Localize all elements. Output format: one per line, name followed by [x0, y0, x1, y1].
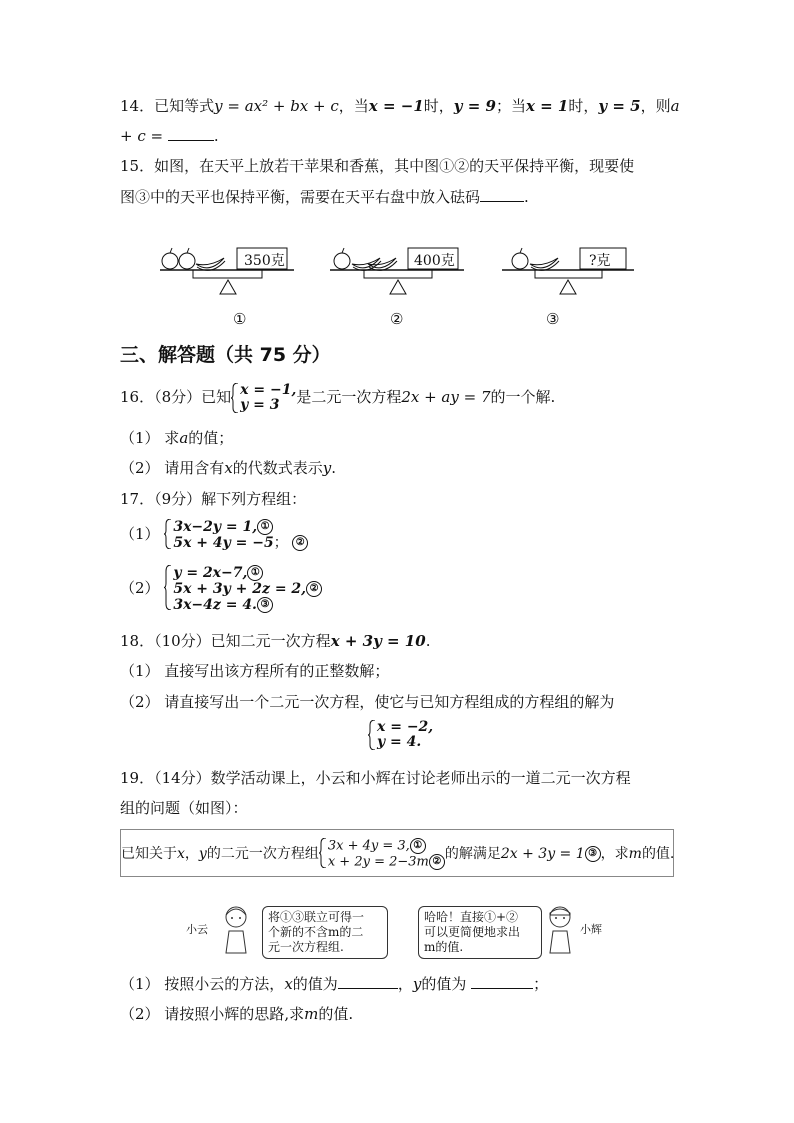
q18-part2: （2） 请直接写出一个二元一次方程，使它与已知方程组成的方程组的解为: [120, 693, 615, 711]
q16-var: x: [224, 459, 233, 477]
q17-system1: [164, 519, 308, 551]
q14-cond-x1: x = −1: [368, 97, 424, 115]
q16-text: 的代数式表示: [232, 459, 323, 477]
bubble-line: 可以更简便地求出: [424, 925, 521, 939]
q16-equation: 2x + ay = 7: [401, 388, 491, 406]
scale-3-weight: ?克: [589, 253, 611, 269]
q18-head: [120, 631, 430, 651]
circled-three: ③: [257, 597, 273, 613]
bubble-xiaohui: [418, 906, 542, 959]
q16-var: y: [322, 459, 332, 477]
q19-text: ，: [397, 975, 413, 993]
q19-part1: [120, 974, 548, 994]
circled-one: ①: [247, 565, 263, 581]
section-title: 三、解答题（共 75 分）: [120, 344, 331, 366]
scale-2-weight: 400克: [414, 253, 455, 269]
circled-three: ③: [585, 846, 601, 862]
q14-line1: [120, 96, 680, 116]
q16-sys-eq1: x = −1,: [240, 382, 297, 398]
circled-one: ①: [257, 519, 273, 535]
name-xiaohui: 小辉: [580, 923, 602, 936]
name-xiaoyun: 小云: [186, 923, 208, 936]
q15-answer-blank[interactable]: [480, 187, 524, 202]
apple-icon: [162, 248, 178, 269]
boy-xiaohui-icon: [542, 903, 578, 955]
circled-one: ①: [410, 838, 426, 854]
q19-box-eq1: 3x + 4y = 3,: [327, 838, 410, 854]
q19-box-var: y: [198, 846, 207, 862]
q19-line2: 组的问题（如图）：: [120, 799, 248, 817]
q19-box-text: 已知关于: [121, 846, 177, 862]
apple-icon: [334, 248, 350, 269]
q19-var: y: [412, 975, 422, 993]
q18-system: [368, 720, 433, 750]
q14-equation: y = ax² + bx + c: [214, 97, 339, 115]
q14-number: 14．: [120, 97, 155, 115]
q17-part-num: （1）: [120, 525, 160, 543]
q14-var-a: a: [670, 97, 680, 115]
q19-text: 的值.: [318, 1005, 354, 1023]
q17-part2: [120, 564, 322, 613]
q16-text: （2） 请用含有: [120, 459, 225, 477]
q19-box-text: 的解满足: [444, 846, 501, 862]
q19-x-blank[interactable]: [338, 974, 398, 989]
q19-box-eq3: 2x + 3y = 1: [500, 846, 585, 862]
q18-equation: x + 3y = 10: [330, 632, 426, 650]
q17-s2-eq1: y = 2x−7,: [173, 565, 248, 581]
q14-text: 时，: [568, 97, 599, 115]
q17-s1-eq2: 5x + 4y = −5: [173, 535, 274, 551]
circled-two: ②: [292, 535, 308, 551]
q18-text: 18．（10分）已知二元一次方程: [120, 632, 331, 650]
q19-text: 的值为: [292, 975, 338, 993]
bubble-xiaoyun: [262, 906, 388, 959]
banana-icon: [352, 258, 381, 270]
scale-3-label: ③: [546, 310, 560, 328]
q16-text: .: [331, 459, 337, 477]
q17-s2-eq3: 3x−4z = 4.: [173, 597, 257, 613]
circled-two: ②: [306, 581, 322, 597]
q19-text: 的值为: [421, 975, 467, 993]
q16-system: [231, 383, 296, 413]
q17-part-num: （2）: [120, 579, 160, 597]
q19-text: （2） 请按照小辉的思路,求: [120, 1005, 305, 1023]
q16-line: [120, 382, 555, 413]
bubble-line: 将①③联立可得一: [268, 910, 365, 924]
q18-part1: （1） 直接写出该方程所有的正整数解；: [120, 662, 390, 680]
q15-line2: [120, 187, 529, 207]
q19-var: m: [304, 1005, 319, 1023]
q19-problem-text: [121, 838, 674, 870]
q16-text: 的一个解.: [490, 388, 556, 406]
q14-val-y2: y = 5: [598, 97, 641, 115]
q16-text: 的值；: [188, 429, 234, 447]
q14-val-y1: y = 9: [453, 97, 496, 115]
girl-xiaoyun-icon: [218, 903, 254, 955]
q18-text: .: [425, 632, 431, 650]
banana-icon: [196, 258, 225, 270]
q15-text: 图③中的天平也保持平衡，需要在天平右盘中放入砝码: [120, 188, 481, 206]
q14-line2: [120, 126, 219, 146]
scale-1-weight: 350克: [244, 253, 285, 269]
q14-end: .: [213, 127, 219, 145]
q14-text: 已知等式: [154, 97, 215, 115]
banana-icon: [368, 258, 397, 270]
scale-3: [502, 248, 634, 294]
q14-text: ；当: [495, 97, 526, 115]
q14-text: ，则: [640, 97, 671, 115]
bubble-line: 哈哈！直接①+②: [424, 910, 519, 924]
apple-icon: [179, 248, 195, 269]
q17-head: 17．（9分）解下列方程组：: [120, 490, 307, 508]
q18-sol-y: y = 4.: [377, 734, 422, 750]
circled-two: ②: [429, 854, 445, 870]
q17-text: ；: [273, 535, 288, 551]
bubble-line: 个新的不含m的二: [268, 925, 364, 939]
q17-part1: [120, 518, 308, 551]
q19-box-eq2: x + 2y = 2−3m: [327, 854, 429, 870]
q16-part2: [120, 458, 336, 478]
q19-box-system: [319, 838, 445, 870]
q18-solution: [368, 720, 433, 750]
q19-var: x: [284, 975, 293, 993]
q19-box-text: 的值.: [641, 846, 675, 862]
q19-line1: 19．（14分）数学活动课上，小云和小辉在讨论老师出示的一道二元一次方程: [120, 769, 631, 787]
scale-1-label: ①: [233, 310, 247, 328]
q16-part1: [120, 428, 233, 448]
q19-part2: [120, 1004, 353, 1024]
bubble-line: m的值.: [424, 940, 464, 954]
q14-text: ，当: [338, 97, 369, 115]
q19-box-var: x: [177, 846, 185, 862]
q16-text: （1） 求: [120, 429, 180, 447]
q14-answer-blank[interactable]: [168, 126, 214, 141]
banana-icon: [530, 258, 559, 270]
q18-sol-x: x = −2,: [377, 719, 434, 735]
q14-cond-x2: x = 1: [525, 97, 569, 115]
q16-text: 是二元一次方程: [296, 388, 402, 406]
q19-y-blank[interactable]: [471, 974, 533, 989]
q16-head: 16．（8分）已知: [120, 388, 232, 406]
q19-box-text: ，: [184, 846, 199, 862]
q19-text: （1） 按照小云的方法，: [120, 975, 285, 993]
q16-var: a: [179, 429, 189, 447]
scale-2-label: ②: [390, 310, 404, 328]
q19-box-text: ，求: [600, 846, 629, 862]
q17-s2-eq2: 5x + 3y + 2z = 2,: [173, 581, 307, 597]
q15-line1: 15．如图，在天平上放若干苹果和香蕉，其中图①②的天平保持平衡，现要使: [120, 157, 635, 175]
bubble-line: 元一次方程组.: [268, 940, 344, 954]
q14-text: 时，: [423, 97, 454, 115]
q14-continuation: + c =: [120, 127, 164, 145]
q19-box-var: m: [628, 846, 642, 862]
q17-s1-eq1: 3x−2y = 1,: [173, 519, 258, 535]
q17-system2: [164, 565, 322, 613]
q19-problem-box: [120, 829, 674, 877]
q19-box-text: 的二元一次方程组: [206, 846, 319, 862]
q15-end: .: [524, 188, 529, 206]
q19-text: ；: [533, 975, 549, 993]
apple-icon: [512, 248, 528, 269]
q16-sys-eq2: y = 3: [240, 397, 280, 413]
